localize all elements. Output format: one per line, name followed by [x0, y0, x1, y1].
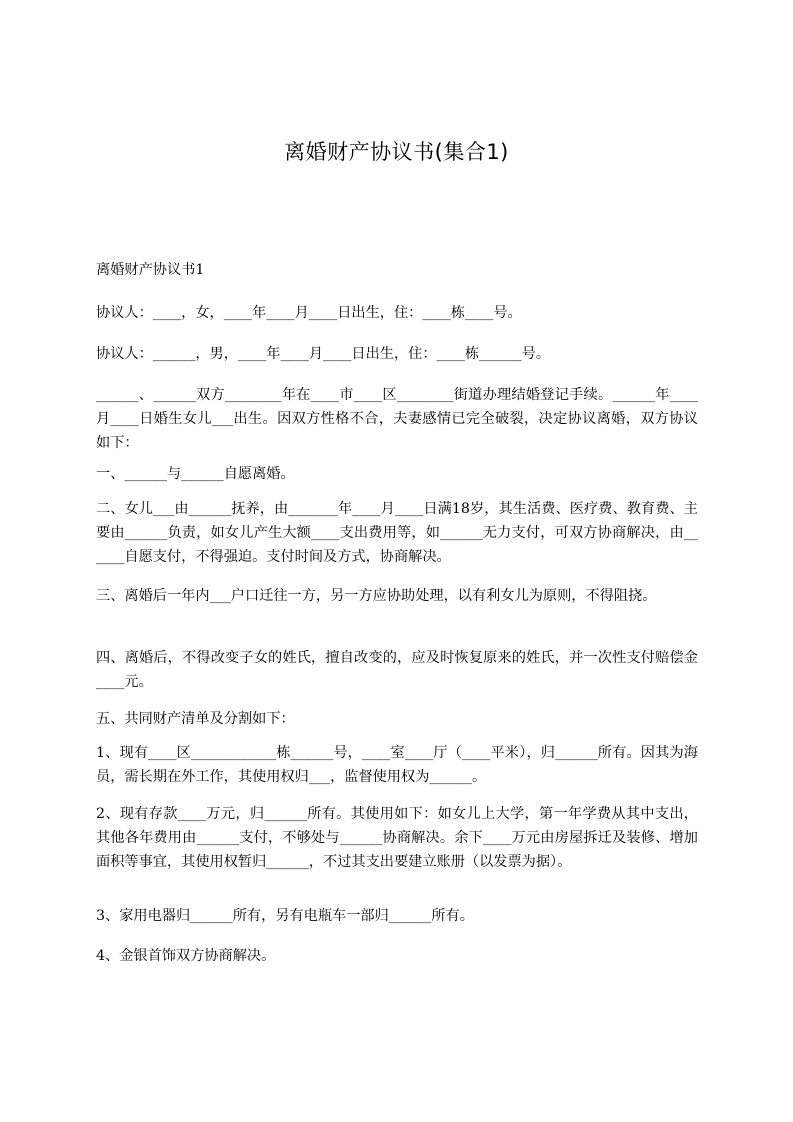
clause-5-heading: 五、共同财产清单及分割如下： [96, 711, 295, 727]
property-item-3-paragraph: 3、家用电器归______所有，另有电瓶车一部归______所有。 [96, 908, 474, 924]
party-b-paragraph: 协议人：______，男，____年____月____日出生，住：____栋______号。 [96, 346, 551, 362]
clause-4-paragraph: 四、离婚后，不得改变子女的姓氏，擅自改变的，应及时恢复原来的姓氏，并一次性支付赔偿金____元。 [96, 650, 698, 690]
property-item-4-paragraph: 4、金银首饰双方协商解决。 [96, 948, 276, 964]
clause-2-paragraph: 二、女儿___由______抚养，由_______年____月____日满18岁，其生活费、医疗费、教育费、主要由______负责，如女儿产生大额____支出费用等，如______无力支付，可双方协商解决，由______自愿支付，不得强迫。支付时间及方式，协商解决。 [96, 501, 698, 565]
marriage-background-paragraph: ______、______双方________年在____市____区________街道办理结婚登记手续。______年____月____日婚生女儿___出生。因双方性格不合，夫妻感情已完全破裂，决定协议离婚，双方协议如下： [96, 387, 698, 451]
party-a-paragraph: 协议人：____，女，____年____月____日出生，住：____栋____号。 [96, 305, 522, 321]
clause-1-paragraph: 一、______与______自愿离婚。 [96, 466, 295, 482]
property-item-1-paragraph: 1、现有____区____________栋______号，____室____厅（____平米），归______所有。因其为海员，需长期在外工作，其使用权归___，监督使用权为______。 [96, 745, 698, 785]
clause-3-paragraph: 三、离婚后一年内___户口迁往一方，另一方应协助处理，以有利女儿为原则，不得阻挠。 [96, 588, 657, 604]
property-item-2-paragraph: 2、现有存款____万元，归______所有。其使用如下：如女儿上大学，第一年学费从其中支出，其他各年费用由______支付，不够处与______协商解决。余下____万元由房屋拆迁及装修、增加面积等事宜，其使用权暂归______，不过其支出要建立账册（以发票为据）。 [96, 806, 698, 870]
section-heading: 离婚财产协议书1 [96, 262, 205, 278]
document-title: 离婚财产协议书(集合1) [284, 140, 509, 164]
